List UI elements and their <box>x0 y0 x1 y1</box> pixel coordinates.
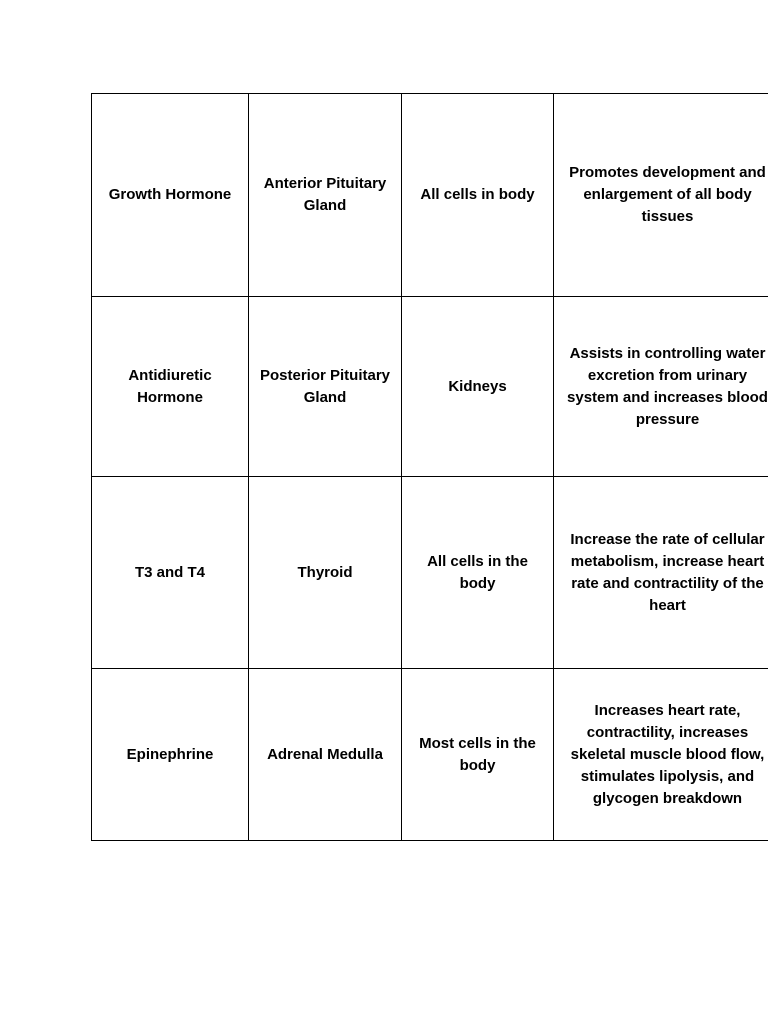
gland-cell: Anterior Pituitary Gland <box>249 94 402 297</box>
gland-cell: Posterior Pituitary Gland <box>249 297 402 477</box>
table-row <box>92 94 768 297</box>
effect-cell: Promotes development and enlargement of all body tissues <box>554 94 768 297</box>
target-cell: Most cells in the body <box>402 669 554 841</box>
gland-cell: Adrenal Medulla <box>249 669 402 841</box>
hormone-table <box>91 93 768 841</box>
target-cell: All cells in body <box>402 94 554 297</box>
hormone-cell: Epinephrine <box>92 669 249 841</box>
effect-cell: Increases heart rate, contractility, increases skeletal muscle blood flow, stimulates lipolysis, and glycogen breakdown <box>554 669 768 841</box>
gland-cell: Thyroid <box>249 477 402 669</box>
table-row <box>92 669 768 841</box>
target-cell: All cells in the body <box>402 477 554 669</box>
hormone-cell: Growth Hormone <box>92 94 249 297</box>
hormone-cell: Antidiuretic Hormone <box>92 297 249 477</box>
table-row <box>92 477 768 669</box>
effect-cell: Assists in controlling water excretion from urinary system and increases blood pressure <box>554 297 768 477</box>
target-cell: Kidneys <box>402 297 554 477</box>
effect-cell: Increase the rate of cellular metabolism, increase heart rate and contractility of the heart <box>554 477 768 669</box>
hormone-cell: T3 and T4 <box>92 477 249 669</box>
table-row <box>92 297 768 477</box>
